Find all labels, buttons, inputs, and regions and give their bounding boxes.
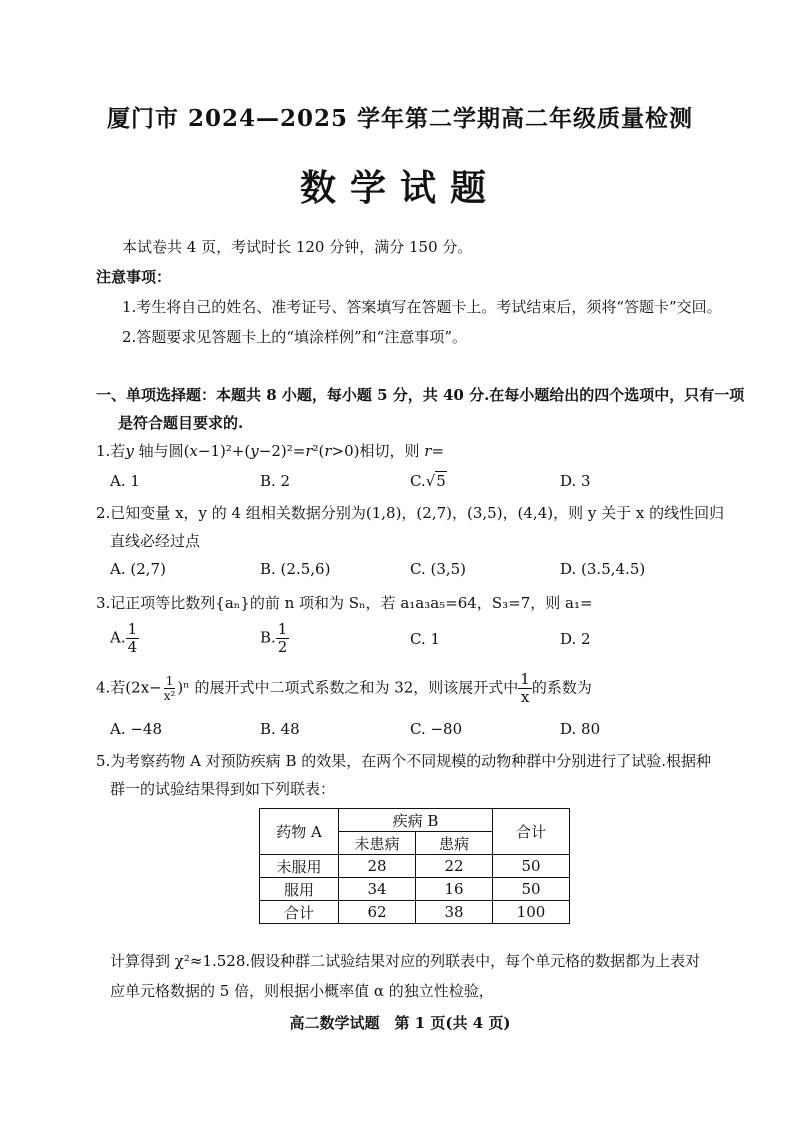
table-row [260, 901, 570, 924]
table-row [260, 855, 570, 878]
table-header-disease: 疾病 B [339, 809, 493, 832]
question-5-after-line-1: 计算得到 χ²≈1.528.假设种群二试验结果对应的列联表中，每个单元格的数据都为上表对 [110, 952, 701, 970]
question-4-stem: 4.若(2x− $\frac{1}{\text{x²}}$ )ⁿ 的展开式中二项式系数之和为 32，则该展开式中 $\frac{1}{x}$ 的系数为 [96, 670, 592, 706]
table-row [260, 878, 570, 901]
table-row-label: 未服用 [260, 855, 339, 878]
table-subheader-no: 未患病 [339, 832, 416, 855]
question-1-option-a: A. 1 [110, 472, 140, 490]
contingency-table [259, 808, 570, 924]
table-row-label: 服用 [260, 878, 339, 901]
table-cell: 22 [416, 855, 493, 878]
table-header-total: 合计 [493, 809, 570, 855]
section-heading-line-1: 一、单项选择题：本题共 8 小题，每小题 5 分，共 40 分.在每小题给出的四个选项中，只有一项 [96, 386, 745, 404]
question-2-option-b: B. (2.5,6) [260, 560, 331, 578]
table-cell: 34 [339, 878, 416, 901]
table-row-label: 合计 [260, 901, 339, 924]
question-1-stem: 1.若y 轴与圆(x−1)²+(y−2)²=r²(r>0)相切，则 r= [96, 442, 445, 460]
question-4-option-a: A. −48 [110, 720, 163, 738]
question-3-option-c: C. 1 [410, 630, 441, 648]
section-heading-line-2: 是符合题目要求的. [118, 414, 244, 432]
question-2-stem-line-1: 2.已知变量 x，y 的 4 组相关数据分别为(1,8)，(2,7)，(3,5)，(4,4)，则 y 关于 x 的线性回归 [96, 504, 725, 522]
sqrt-symbol: √5 [425, 472, 446, 490]
question-2-option-d: D. (3.5,4.5) [560, 560, 646, 578]
table-cell: 16 [416, 878, 493, 901]
question-1-option-b: B. 2 [260, 472, 291, 490]
notice-heading: 注意事项： [96, 268, 172, 286]
question-3-option-d: D. 2 [560, 630, 591, 648]
page-footer: 高二数学试题 第 1 页(共 4 页) [289, 1014, 511, 1032]
question-4-option-d: D. 80 [560, 720, 601, 738]
exam-info: 本试卷共 4 页，考试时长 120 分钟，满分 150 分。 [122, 238, 473, 256]
question-1-option-c: C.√5 [410, 472, 446, 490]
question-5-stem-line-1: 5.为考察药物 A 对预防疾病 B 的效果，在两个不同规模的动物种群中分别进行了试验.根据种 [96, 752, 712, 770]
question-3-option-b: B. $\frac{1}{2}$ [260, 620, 288, 656]
question-2-option-c: C. (3,5) [410, 560, 467, 578]
question-4-option-c: C. −80 [410, 720, 463, 738]
question-5-stem-line-2: 群一的试验结果得到如下列联表： [110, 780, 336, 798]
question-3-stem: 3.记正项等比数列{aₙ}的前 n 项和为 Sₙ，若 a₁a₃a₅=64，S₃=7，则 a₁= [96, 594, 593, 612]
question-2-option-a: A. (2,7) [110, 560, 166, 578]
table-subheader-yes: 患病 [416, 832, 493, 855]
question-2-stem-line-2: 直线必经过点 [110, 532, 201, 550]
notice-item-2: 2.答题要求见答题卡上的“填涂样例”和“注意事项”。 [122, 328, 467, 346]
exam-title: 厦门市 2024—2025 学年第二学期高二年级质量检测 [106, 105, 694, 132]
table-cell: 50 [493, 855, 570, 878]
subject-title: 数学试题 [299, 167, 500, 209]
table-cell: 100 [493, 901, 570, 924]
table-cell: 62 [339, 901, 416, 924]
table-cell: 28 [339, 855, 416, 878]
table-cell: 38 [416, 901, 493, 924]
table-cell: 50 [493, 878, 570, 901]
table-header-drug: 药物 A [260, 809, 339, 855]
question-5-after-line-2: 应单元格数据的 5 倍，则根据小概率值 α 的独立性检验， [110, 982, 494, 1000]
question-1-option-d: D. 3 [560, 472, 591, 490]
notice-item-1: 1.考生将自己的姓名、准考证号、答案填写在答题卡上。考试结束后，须将“答题卡”交回。 [122, 298, 722, 316]
question-3-option-a: A. $\frac{1}{4}$ [110, 620, 138, 656]
question-4-option-b: B. 48 [260, 720, 300, 738]
